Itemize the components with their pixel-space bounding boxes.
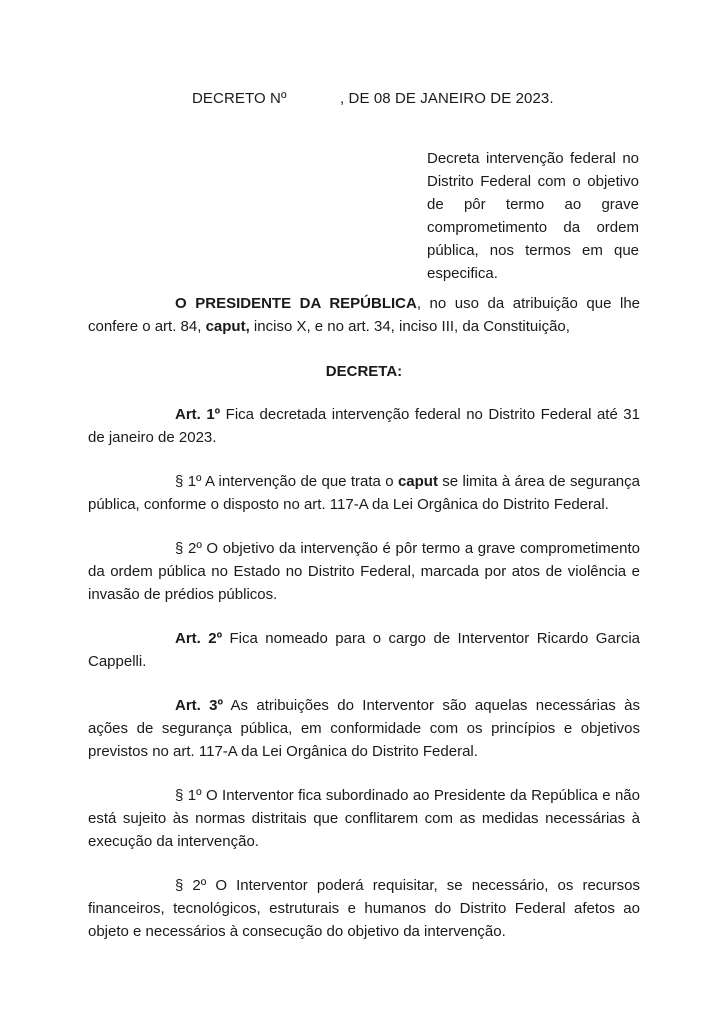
article-3-paragraph-1: § 1º O Interventor fica subordinado ao Presidente da República e não está sujeito às normas distritais que conflitarem com as medidas necessárias à execução da intervenção. <box>88 787 640 850</box>
ementa-line: comprometimento da ordem <box>427 219 639 236</box>
article-1-paragraph-2: § 2º O objetivo da intervenção é pôr termo a grave comprometimento da ordem pública no Estado no Distrito Federal, marcada por atos de violência e invasão de prédios públicos. <box>88 540 640 603</box>
article-1-paragraph-1-text: se limita à área de segurança pública, conforme o disposto no art. 117-A da Lei Orgânica do Distrito Federal. <box>88 473 640 513</box>
decree-body <box>88 292 640 964</box>
article-1-paragraph-1-caput: caput <box>397 473 438 490</box>
article-2-text: Fica nomeado para o cargo de Interventor Ricardo Garcia Cappelli. <box>88 630 640 670</box>
article-3-label: Art. 3º <box>175 697 223 714</box>
article-3-text: As atribuições do Interventor são aquelas necessárias às ações de segurança pública, em conformidade com os princípios e objetivos previstos no art. 117-A da Lei Orgânica do Distrito Federal. <box>88 697 640 760</box>
preamble-text-2: inciso X, e no art. 34, inciso III, da Constituição, <box>249 318 570 335</box>
article-2 <box>88 627 640 673</box>
ementa-line: especifica. <box>427 265 498 282</box>
decree-number-label: DECRETO Nº <box>192 90 287 107</box>
decree-date: , DE 08 DE JANEIRO DE 2023. <box>340 90 554 107</box>
ementa-line: de pôr termo ao grave <box>427 196 639 213</box>
article-1-label: Art. 1º <box>175 406 221 423</box>
ementa-line: Decreta intervenção federal no <box>427 150 639 167</box>
article-3 <box>88 694 640 763</box>
ementa-line: pública, nos termos em que <box>427 242 639 259</box>
decreta-heading: DECRETA: <box>325 363 403 380</box>
article-1-paragraph-1-prefix: § 1º A intervenção de que trata o <box>175 473 398 490</box>
article-2-label: Art. 2º <box>175 630 223 647</box>
article-1 <box>88 403 640 449</box>
preamble-text: , no uso da atribuição que lhe confere o art. 84, <box>88 295 641 335</box>
preamble <box>88 292 640 338</box>
article-3-paragraph-2: § 2º O Interventor poderá requisitar, se necessário, os recursos financeiros, tecnológicos, estruturais e humanos do Distrito Federal afetos ao objeto e necessários à consecução do objetivo da intervenção. <box>88 877 640 940</box>
ementa <box>427 147 639 285</box>
preamble-author: O PRESIDENTE DA REPÚBLICA <box>175 295 417 312</box>
article-1-paragraph-1 <box>88 470 640 516</box>
ementa-line: Distrito Federal com o objetivo <box>427 173 639 190</box>
preamble-caput: caput, <box>205 318 250 335</box>
article-1-text: Fica decretada intervenção federal no Distrito Federal até 31 de janeiro de 2023. <box>88 406 640 446</box>
